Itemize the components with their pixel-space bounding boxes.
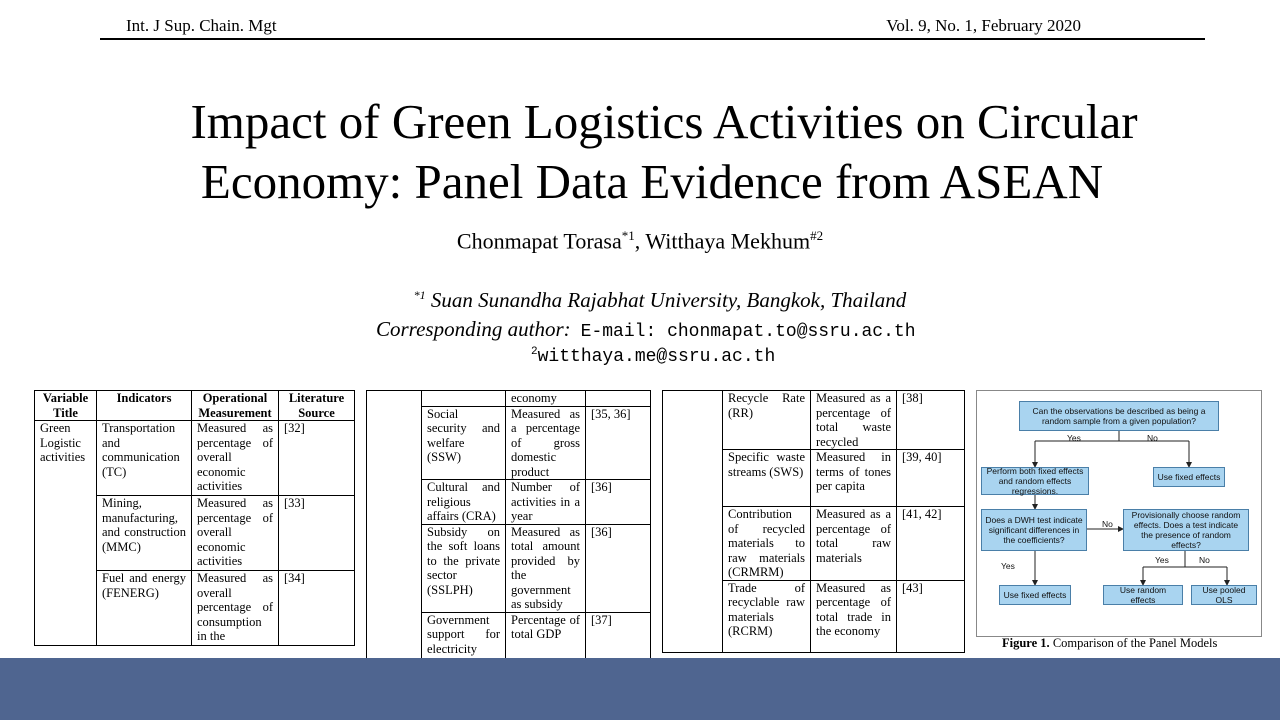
source-cell: [41, 42] <box>897 507 965 581</box>
source-cell: [32] <box>279 421 355 496</box>
running-header <box>100 14 1205 40</box>
box-perform-both: Perform both fixed effects and random effects regressions. <box>981 467 1089 495</box>
indicator-cell: Specific waste streams (SWS) <box>723 450 811 507</box>
box-use-random: Use random effects <box>1103 585 1183 605</box>
table-row <box>35 421 355 496</box>
source-cell: [34] <box>279 571 355 646</box>
label-no-2: No <box>1102 519 1113 529</box>
measurement-cell: Measured as a percentage of total waste recycled <box>811 391 897 450</box>
box-use-pooled-ols: Use pooled OLS <box>1191 585 1257 605</box>
panel-model-flowchart <box>976 390 1262 637</box>
variables-table-part2 <box>366 390 651 672</box>
paper-title-line1: Impact of Green Logistics Activities on Circular <box>190 94 1138 149</box>
affiliation-text: Suan Sunandha Rajabhat University, Bangkok, Thailand <box>425 288 907 312</box>
variables-table-part3 <box>662 390 965 653</box>
indicator-cell: Trade of recyclable raw materials (RCRM) <box>723 580 811 652</box>
author-1-mark: *1 <box>621 228 635 243</box>
measurement-cell: Number of activities in a year <box>506 480 586 525</box>
variables-table-part1 <box>34 390 355 646</box>
source-cell: [36] <box>586 524 651 612</box>
label-yes-2: Yes <box>1001 561 1015 571</box>
indicator-cell: Contribution of recycled materials to raw materials (CRMRM) <box>723 507 811 581</box>
measurement-cell: Measured as percentage of overall economic activities <box>192 496 279 571</box>
author-1: Chonmapat Torasa <box>456 228 622 254</box>
figure-caption <box>1002 636 1217 651</box>
journal-name: Int. J Sup. Chain. Mgt <box>126 16 277 35</box>
measurement-cell: Measured in terms of tones per capita <box>811 450 897 507</box>
label-no-3: No <box>1199 555 1210 565</box>
paper-title-line2: Economy: Panel Data Evidence from ASEAN <box>200 154 1104 209</box>
email-2: witthaya.me@ssru.ac.th <box>537 347 776 367</box>
indicator-cell: Mining, manufacturing, and construction (MMC) <box>97 496 192 571</box>
source-cell: [37] <box>586 612 651 671</box>
question-dwh-test: Does a DWH test indicate significant differences in the coefficients? <box>981 509 1087 551</box>
authors <box>0 228 1280 254</box>
source-cell: [33] <box>279 496 355 571</box>
indicator-cell: Government support for electricity <box>422 612 506 671</box>
source-cell: [38] <box>897 391 965 450</box>
author-2-mark: #2 <box>810 228 824 243</box>
source-cell: [43] <box>897 580 965 652</box>
question-random-sample: Can the observations be described as being a random sample from a given population? <box>1019 401 1219 431</box>
email-1: E-mail: chonmapat.to@ssru.ac.th <box>580 322 916 342</box>
measurement-cell: economy <box>506 391 586 407</box>
label-no: No <box>1147 433 1158 443</box>
indicator-cell: Recycle Rate (RR) <box>723 391 811 450</box>
indicator-cell: Subsidy on the soft loans to the private sector (SSLPH) <box>422 524 506 612</box>
author-separator: , <box>634 228 646 254</box>
indicator-cell: Transportation and communication (TC) <box>97 421 192 496</box>
measurement-cell: Measured as a percentage of gross domestic product <box>506 406 586 480</box>
measurement-cell: Measured as overall percentage of consumption in the <box>192 571 279 646</box>
author-2: Witthaya Mekhum <box>645 228 811 254</box>
source-cell: [36] <box>586 480 651 525</box>
email-2-mark: 2 <box>531 346 538 358</box>
indicator-cell <box>422 391 506 407</box>
label-yes-3: Yes <box>1155 555 1169 565</box>
indicator-cell: Fuel and energy (FENERG) <box>97 571 192 646</box>
header-operational-measurement: Operational Measurement <box>192 391 279 421</box>
table-row <box>367 391 651 407</box>
figure-caption-text: Comparison of the Panel Models <box>1049 636 1218 650</box>
measurement-cell: Measured as total amount provided by the government as subsidy <box>506 524 586 612</box>
measurement-cell: Percentage of total GDP <box>506 612 586 671</box>
indicator-cell: Social security and welfare (SSW) <box>422 406 506 480</box>
email-2-line <box>531 346 775 367</box>
source-cell: [35, 36] <box>586 406 651 480</box>
source-cell <box>586 391 651 407</box>
affiliation-mark: *1 <box>413 288 426 302</box>
table-row <box>663 391 965 450</box>
measurement-cell: Measured as a percentage of total raw materials <box>811 507 897 581</box>
box-use-fixed: Use fixed effects <box>999 585 1071 605</box>
figure-label: Figure 1. <box>1002 636 1050 650</box>
group-label: Green Logistic activities <box>35 421 97 646</box>
footer-band <box>0 658 1280 720</box>
corresponding-author <box>376 317 916 342</box>
indicator-cell: Cultural and religious affairs (CRA) <box>422 480 506 525</box>
header-literature-source: Literature Source <box>279 391 355 421</box>
measurement-cell: Measured as percentage of total trade in the economy <box>811 580 897 652</box>
question-random-effects: Provisionally choose random effects. Does a test indicate the presence of random effects? <box>1123 509 1249 551</box>
measurement-cell: Measured as percentage of overall economic activities <box>192 421 279 496</box>
corresponding-label: Corresponding author: <box>376 317 571 341</box>
header-variable-title: Variable Title <box>35 391 97 421</box>
source-cell: [39, 40] <box>897 450 965 507</box>
volume-info: Vol. 9, No. 1, February 2020 <box>886 16 1081 35</box>
header-indicators: Indicators <box>97 391 192 421</box>
label-yes: Yes <box>1067 433 1081 443</box>
box-use-fixed-top: Use fixed effects <box>1153 467 1225 487</box>
affiliation <box>0 288 1280 313</box>
